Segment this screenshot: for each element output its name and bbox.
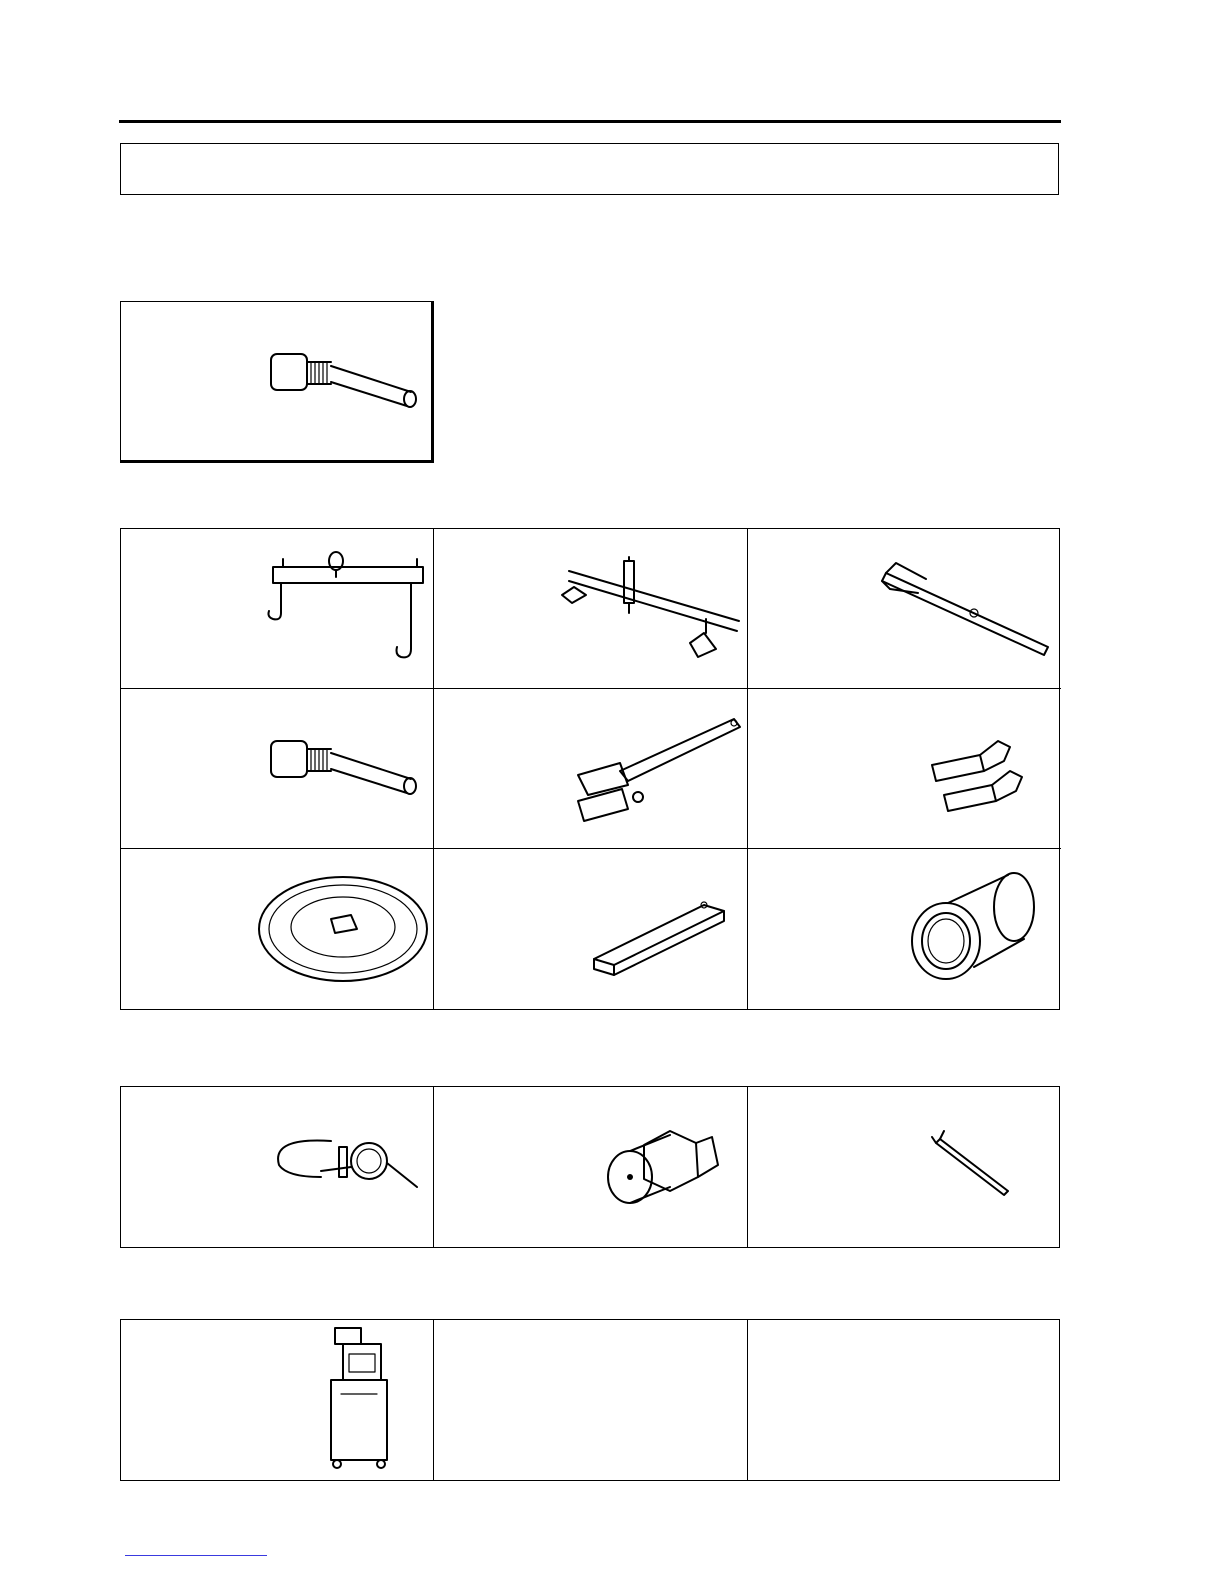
valve-guide-pins-icon: [748, 689, 1060, 851]
degree-wheel-icon: [121, 849, 433, 1009]
tool-cell: [748, 689, 1061, 849]
bearing-installer-sleeve-icon: [748, 849, 1060, 1009]
engine-hanger-beam-icon: [121, 529, 433, 689]
tool-grid-diagnostic: [120, 1086, 1060, 1248]
holder-wrench-icon: [748, 529, 1060, 689]
threaded-rod-puller-icon: [121, 689, 433, 851]
tool-cell-empty: [434, 1320, 748, 1480]
small-pin-tool-icon: [748, 1087, 1060, 1247]
tool-grid-equipment: [120, 1319, 1060, 1481]
diagnostic-cart-icon: [121, 1320, 433, 1480]
tool-cell: [434, 1087, 748, 1247]
tool-cell: [748, 849, 1061, 1009]
tool-cell: [121, 849, 434, 1009]
gauge-plate-icon: [434, 849, 747, 1009]
tool-cell: [434, 689, 748, 849]
adapter-fitting-icon: [434, 1087, 747, 1247]
engine-support-bar-icon: [434, 529, 747, 689]
footer-link-underline[interactable]: [125, 1555, 267, 1556]
tool-cell: [121, 1087, 434, 1247]
tool-cell: [121, 1320, 434, 1480]
tool-cell: [434, 849, 748, 1009]
adjustable-pin-spanner-icon: [434, 689, 747, 851]
tool-cell: [434, 529, 748, 689]
tool-cell: [121, 529, 434, 689]
tool-cell: [748, 1087, 1061, 1247]
tool-grid-main: [120, 528, 1060, 1010]
compression-gauge-icon: [121, 1087, 433, 1247]
tool-cell: [748, 529, 1061, 689]
tool-cell-empty: [748, 1320, 1061, 1480]
header-rule: [119, 120, 1061, 123]
tool-box-single: [120, 301, 434, 463]
header-title-box: [120, 143, 1059, 195]
tool-cell: [121, 689, 434, 849]
threaded-rod-puller-icon: [121, 302, 433, 460]
